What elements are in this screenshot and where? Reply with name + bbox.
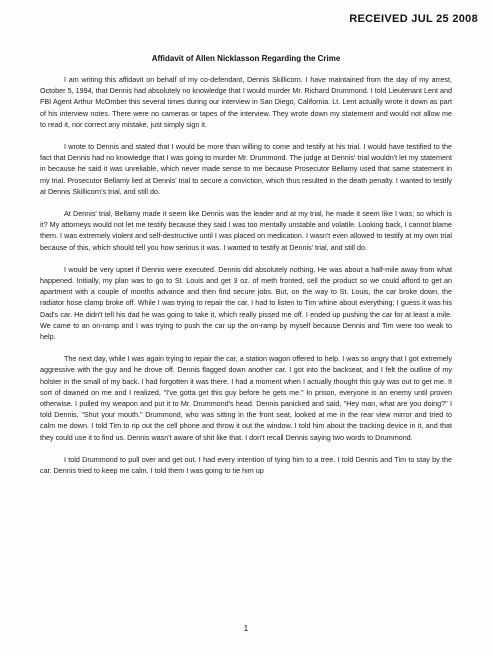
- received-stamp: RECEIVED JUL 25 2008: [349, 13, 478, 25]
- document-title: Affidavit of Allen Nicklasson Regarding the Crime: [151, 54, 341, 63]
- paragraph: I am writing this affidavit on behalf of my co-defendant, Dennis Skillicorn. I have maintained from the day of my arrest, October 5, 1994, that Dennis had absolutely no knowledge that I would murder Mr. Richard Drummond. I told Lieutenant Lent and FBI Agent Arthur McOmber this several times during our interview in San Diego, California. Lt. Lent actually wrote it down as part of his interview notes. There were no cameras or tapes of the interview. They wrote down my statement and would not allow me to read it, nor correct any mistake, just simply sign it.: [40, 75, 452, 129]
- document-body: [40, 74, 452, 487]
- paragraph: I would be very upset if Dennis were executed. Dennis did absolutely nothing. He was about a half-mile away from what happened. Initially, my plan was to go to St. Louis and get 3 oz. of meth fronted, sell the product so we could afford to get an apartment with a couple of months advance and then find secure jobs. But, on the way to St. Louis, the car broke down, the radiator hose clamp broke off. While I was trying to repair the car, I had to listen to Tim whine about everything; I guess it was his Dad's car. He didn't tell his dad he was going to take it, which really pissed me off. I ended up pushing the car for at least a mile. We came to an on-ramp and I was trying to push the car up the on-ramp by myself because Dennis and Tim were too weak to help.: [40, 264, 452, 342]
- page-number: 1: [243, 624, 249, 633]
- paragraph: I wrote to Dennis and stated that I would be more than willing to come and testify at his trial. I would have testified to the fact that Dennis had no knowledge that I was going to murder Mr. Drummond. The judge at Dennis' trial wouldn't let my statement in because he said it was unreliable, which never made sense to me because Prosecutor Bellamy used that same statement in my trial. Prosecutor Bellamy lied at Dennis' trial to secure a conviction, which thus resulted in the death penalty. I wanted to testify at Dennis Skillicorn's trial, and still do.: [40, 142, 452, 196]
- paragraph: The next day, while I was again trying to repair the car, a station wagon offered to help. I was so angry that I got extremely aggressive with the guy and he drove off. Dennis flagged down another car. I got into the backseat, and I felt the outline of my holster in the small of my back. I had forgotten it was there. I had a moment when I actually thought this guy was out to get me. It sort of dawned on me and I realized, "I've gotta get this guy before he gets me." In prison, everyone is an enemy until proven otherwise. I pulled my weapon and put it to Mr. Drummond's head. Dennis panicked and said, "Hey man, what are you doing?" I told Dennis, "Shut your mouth." Drummond, who was sitting in the front seat, looked at me in the rear view mirror and tried to calm me down. I told Tim to rip out the cell phone and throw it out the window. I told him about the tracking device in it, and that they could use it to find us. Dennis wasn't aware of shit like that. I don't recall Dennis saying two words to Drummond.: [40, 354, 452, 442]
- paragraph: I told Drummond to pull over and get out. I had every intention of tying him to a tree. I told Dennis and Tim to stay by the car. Dennis tried to keep me calm. I told them I was going to tie him up: [40, 454, 452, 476]
- paragraph: At Dennis' trial, Bellamy made it seem like Dennis was the leader and at my trial, he made it seem like I was; so which is it? My attorneys would not let me testify because they said I was too mentally unstable and volatile. Looking back, I cannot blame them. I was extremely violent and self-destructive until I was placed on medication. I wasn't even allowed to testify at my own trial because of this, which should tell you how serious it was. I wanted to testify at Dennis' trial, and still do.: [40, 209, 452, 252]
